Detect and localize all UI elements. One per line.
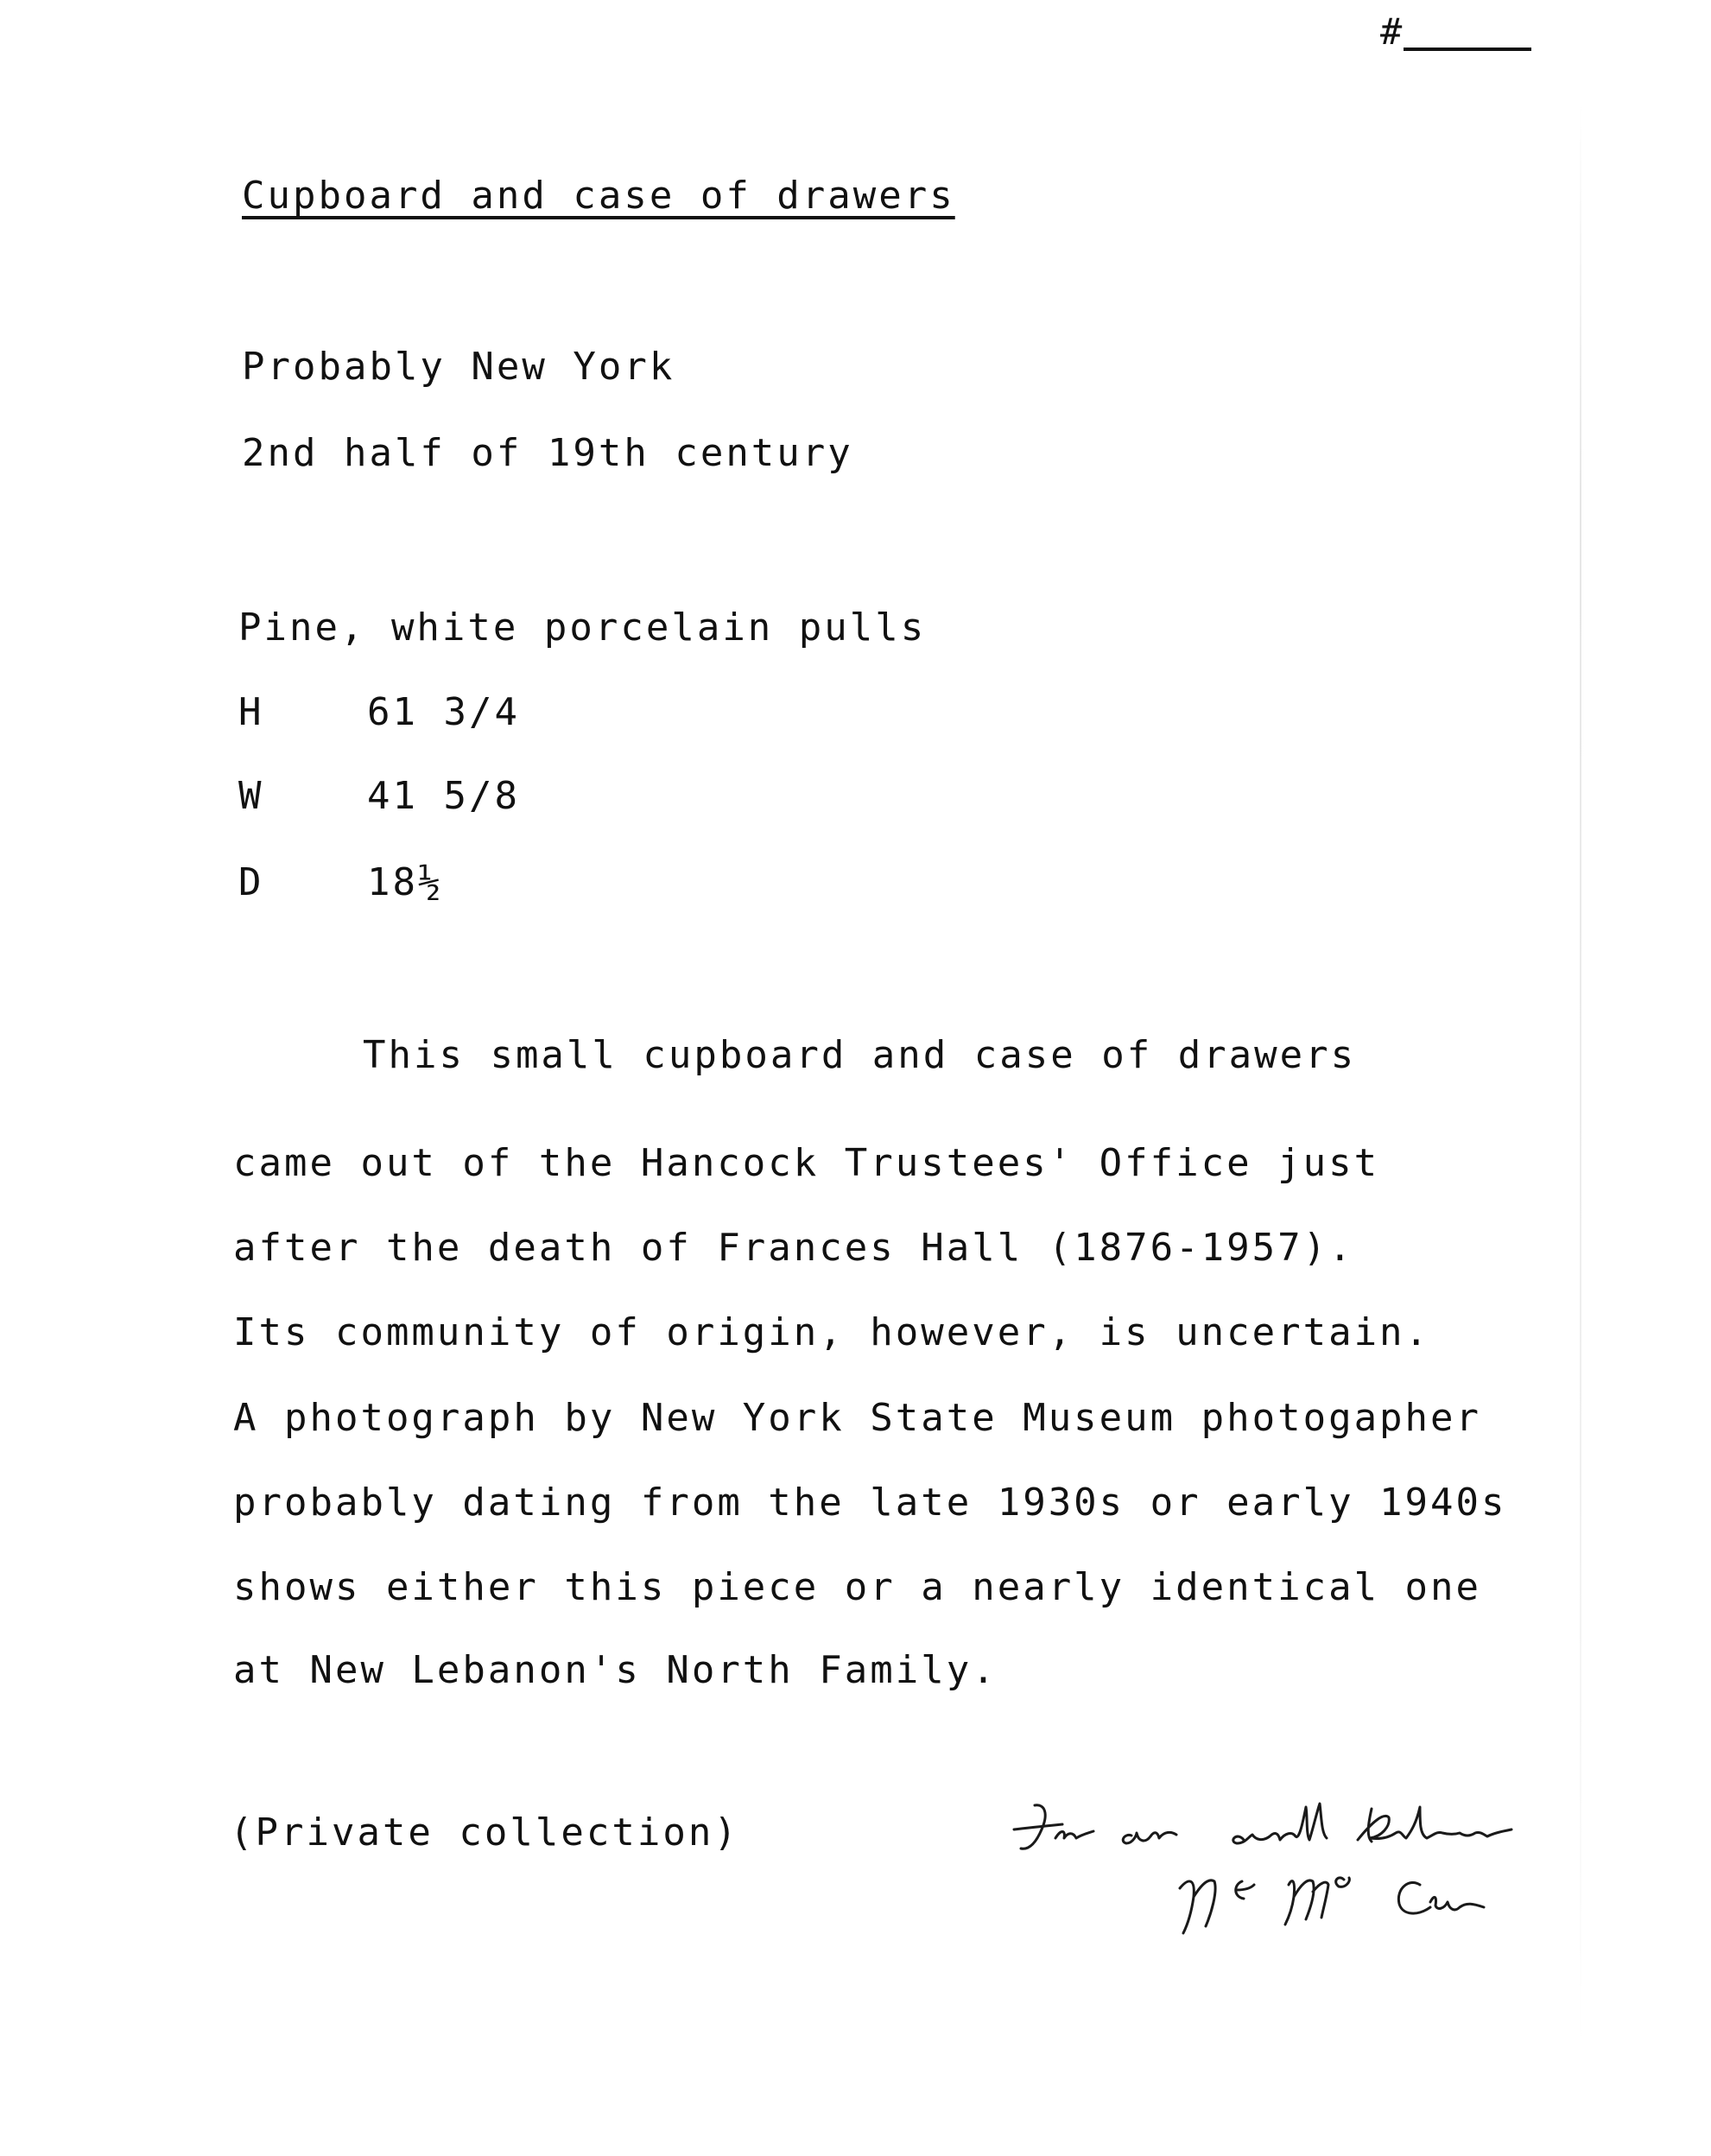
scan-edge bbox=[1580, 104, 1581, 2047]
dimension-label-height: H bbox=[238, 690, 264, 734]
dimension-value-height: 61 3/4 bbox=[367, 690, 520, 734]
description-line: A photograph by New York State Museum photogapher bbox=[233, 1396, 1482, 1440]
collection-note: (Private collection) bbox=[230, 1810, 739, 1855]
description-line: shows either this piece or a nearly identical one bbox=[233, 1565, 1482, 1609]
description-line: This small cupboard and case of drawers bbox=[363, 1033, 1357, 1077]
description-line: came out of the Hancock Trustees' Office just bbox=[233, 1141, 1380, 1185]
dimension-label-depth: D bbox=[238, 860, 264, 904]
dimension-label-width: W bbox=[238, 774, 264, 818]
handwritten-signature bbox=[1011, 1788, 1598, 1952]
document-title: Cupboard and case of drawers bbox=[242, 174, 955, 218]
dimension-value-width: 41 5/8 bbox=[367, 774, 520, 818]
origin-date: 2nd half of 19th century bbox=[242, 431, 853, 475]
description-line: probably dating from the late 1930s or early 1940s bbox=[233, 1481, 1507, 1525]
dimension-value-depth: 18½ bbox=[367, 860, 444, 904]
origin-place: Probably New York bbox=[242, 345, 675, 389]
number-blank-line bbox=[1404, 48, 1531, 51]
materials: Pine, white porcelain pulls bbox=[238, 606, 927, 650]
description-line: at New Lebanon's North Family. bbox=[233, 1648, 998, 1692]
number-mark: # bbox=[1380, 10, 1403, 53]
description-line: Its community of origin, however, is uncertain. bbox=[233, 1310, 1431, 1354]
description-line: after the death of Frances Hall (1876-1957). bbox=[233, 1226, 1354, 1270]
